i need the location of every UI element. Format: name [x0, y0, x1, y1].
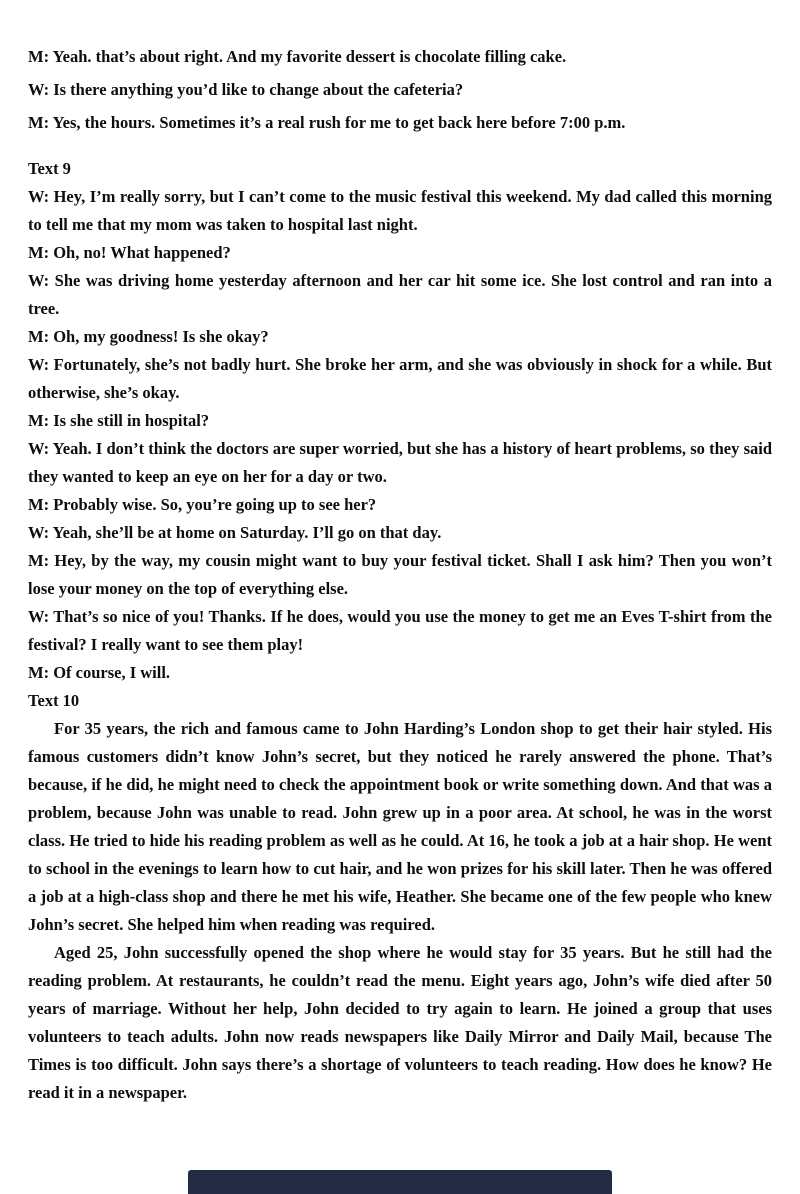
- dialogue-line: M: Of course, I will.: [28, 663, 171, 682]
- bottom-navigation-bar[interactable]: [188, 1170, 612, 1194]
- text9-dialogue: [28, 183, 772, 687]
- dialogue-line: M: Yeah. that’s about right. And my favorite dessert is chocolate filling cake.: [28, 47, 567, 66]
- dialogue-line: M: Oh, my goodness! Is she okay?: [28, 327, 269, 346]
- text10-heading: Text 10: [28, 691, 80, 710]
- dialogue-line: W: She was driving home yesterday afternoon and her car hit some ice. She lost control and ran into a tree.: [28, 271, 772, 318]
- dialogue-line: W: Hey, I’m really sorry, but I can’t come to the music festival this weekend. My dad called this morning to tell me that my mom was taken to hospital last night.: [28, 187, 772, 234]
- dialogue-line: M: Yes, the hours. Sometimes it’s a real rush for me to get back here before 7:00 p.m.: [28, 113, 626, 132]
- dialogue-line: W: Yeah, she’ll be at home on Saturday. I’ll go on that day.: [28, 523, 442, 542]
- passage-paragraph: For 35 years, the rich and famous came to John Harding’s London shop to get their hair styled. His famous customers didn’t know John’s secret, but they noticed he rarely answered the phone. That’s because, if he did, he might need to check the appointment book or write something down. And that was a problem, because John was unable to read. John grew up in a poor area. At school, he was in the worst class. He tried to hide his reading problem as well as he could. At 16, he took a job at a hair shop. He went to school in the evenings to learn how to cut hair, and he won prizes for his skill later. Then he was offered a job at a high-class shop and there he met his wife, Heather. She became one of the few people who knew John’s secret. She helped him when reading was required.: [28, 719, 772, 934]
- dialogue-line: W: Fortunately, she’s not badly hurt. She broke her arm, and she was obviously in shock for a while. But otherwise, she’s okay.: [28, 355, 772, 402]
- dialogue-line: M: Oh, no! What happened?: [28, 243, 231, 262]
- dialogue-line: M: Probably wise. So, you’re going up to see her?: [28, 495, 377, 514]
- dialogue-line: M: Is she still in hospital?: [28, 411, 210, 430]
- text10-passage: [28, 715, 772, 1107]
- dialogue-line: W: That’s so nice of you! Thanks. If he does, would you use the money to get me an Eves T-shirt from the festival? I really want to see them play!: [28, 607, 772, 654]
- dialogue-line: W: Yeah. I don’t think the doctors are super worried, but she has a history of heart problems, so they said they wanted to keep an eye on her for a day or two.: [28, 439, 772, 486]
- text9-heading: Text 9: [28, 159, 71, 178]
- dialogue-line: W: Is there anything you’d like to change about the cafeteria?: [28, 80, 464, 99]
- dialogue-line: M: Hey, by the way, my cousin might want to buy your festival ticket. Shall I ask him? Then you won’t lose your money on the top of everything else.: [28, 551, 772, 598]
- passage-paragraph: Aged 25, John successfully opened the shop where he would stay for 35 years. But he still had the reading problem. At restaurants, he couldn’t read the menu. Eight years ago, John’s wife died after 50 years of marriage. Without her help, John decided to try again to learn. He joined a group that uses volunteers to teach adults. John now reads newspapers like Daily Mirror and Daily Mail, because The Times is too difficult. John says there’s a shortage of volunteers to teach reading. How does he know? He read it in a newspaper.: [28, 943, 772, 1102]
- text8-dialogue: [28, 40, 772, 139]
